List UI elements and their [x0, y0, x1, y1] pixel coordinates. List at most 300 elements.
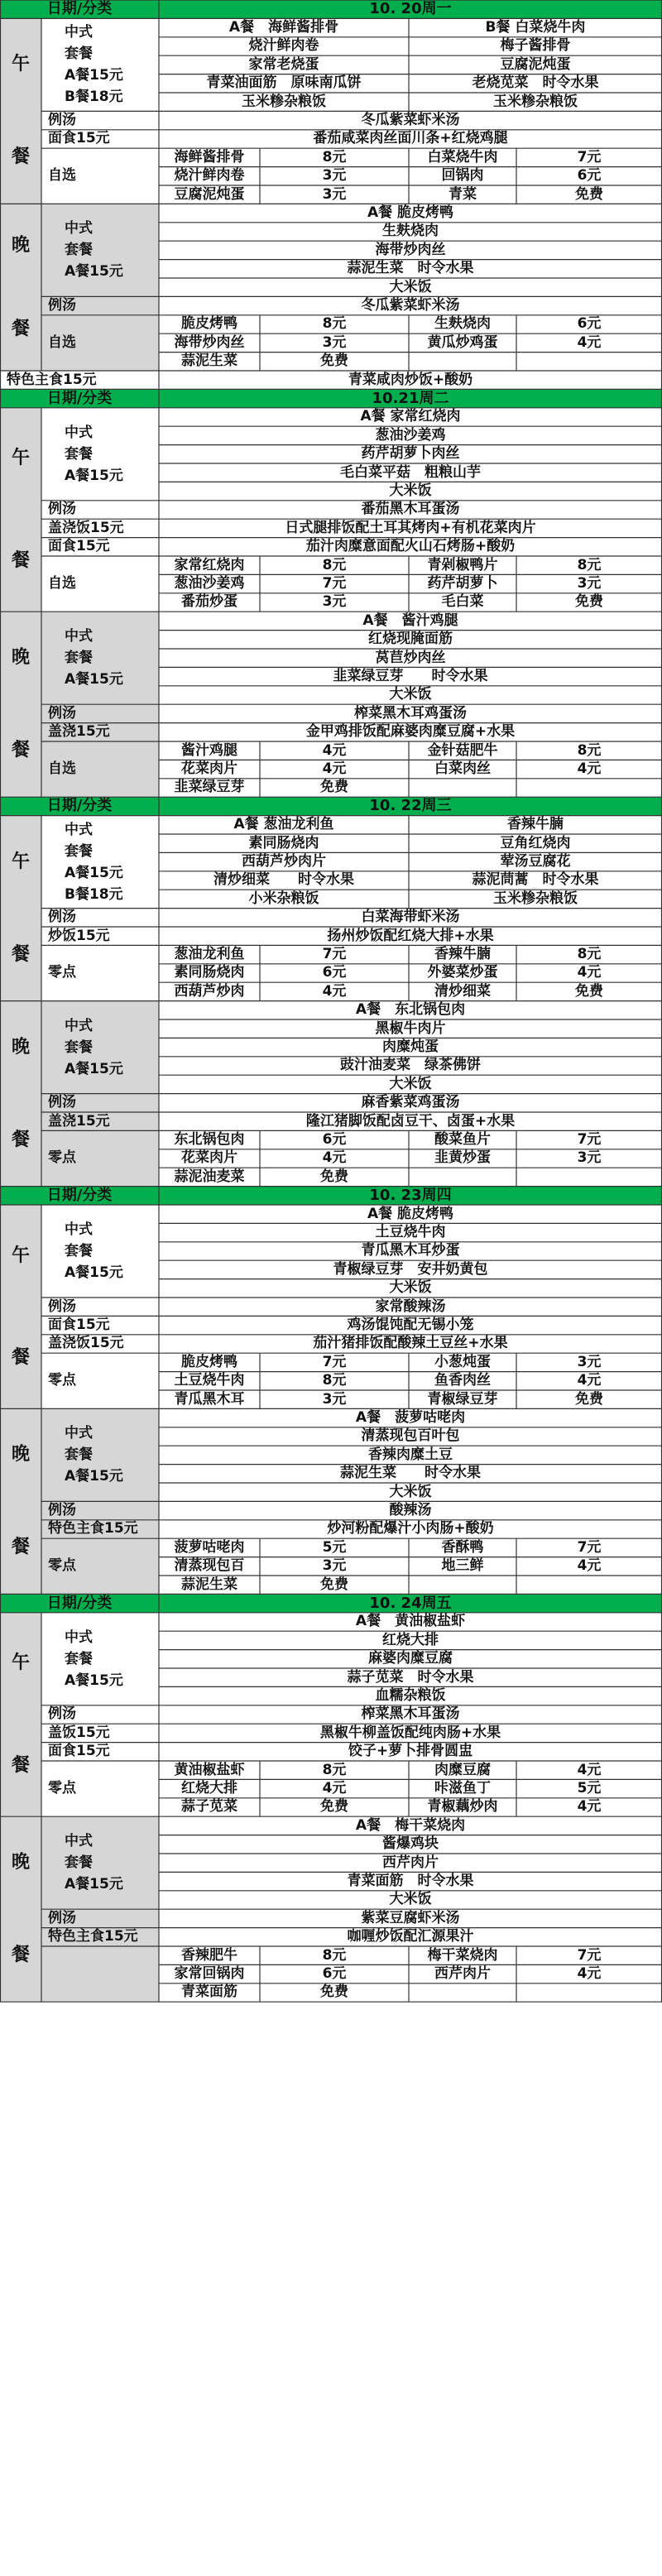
special-value: 白菜海带虾米汤	[361, 909, 460, 926]
special-label: 面食15元	[48, 1317, 110, 1334]
set-dish: 肉糜炖蛋	[382, 1039, 439, 1056]
special-label: 例汤	[48, 1094, 76, 1111]
day-date-header: 10.21周二	[159, 389, 662, 407]
set-meal-label	[41, 1816, 159, 1909]
set-meal-label-line: A餐15元	[65, 1060, 123, 1077]
set-meal-label-line: 套餐	[65, 1650, 93, 1667]
set-dish: 西葫芦炒肉片	[242, 853, 326, 871]
special-value: 鸡汤馄饨配无锡小笼	[347, 1317, 474, 1334]
set-dish: 香辣肉糜土豆	[368, 1446, 453, 1463]
alacarte-price: 4元	[322, 982, 347, 1000]
set-a-title: A餐 家常红烧肉	[360, 408, 461, 425]
alacarte-dish: 花菜肉片	[181, 760, 237, 778]
set-meal-label-line: A餐15元	[65, 1264, 123, 1281]
set-dish: 生麸烧肉	[382, 223, 439, 240]
set-meal-label	[41, 1613, 159, 1705]
alacarte-price: 免费	[320, 1168, 348, 1185]
date-category-header: 日期/分类	[0, 797, 159, 815]
special-value: 榨菜黑木耳鸡蛋汤	[354, 704, 467, 722]
special-label: 例汤	[48, 1298, 76, 1315]
set-meal-label-line: 中式	[65, 1221, 93, 1238]
special-value: 酸辣汤	[389, 1502, 432, 1519]
special-value: 青菜咸肉炒饭+酸奶	[348, 371, 473, 388]
set-dish: 黑椒牛肉片	[375, 1019, 446, 1037]
alacarte-dish: 清蒸现包百	[174, 1557, 245, 1575]
alacarte-dish: 蒜泥生菜	[181, 353, 237, 370]
set-dish: 大米饭	[389, 1483, 432, 1500]
set-dish: 素同肠烧肉	[248, 834, 319, 851]
alacarte-price: 4元	[577, 1798, 602, 1816]
special-label: 特色主食15元	[48, 1520, 138, 1537]
special-label: 例汤	[48, 112, 76, 129]
alacarte-price: 8元	[322, 315, 347, 333]
alacarte-price: 3元	[322, 593, 347, 611]
special-label: 面食15元	[48, 538, 110, 555]
alacarte-dish: 烧汁鲜肉卷	[174, 167, 245, 185]
alacarte-price: 7元	[322, 575, 347, 592]
set-a-title: A餐 东北锅包肉	[355, 1001, 466, 1019]
alacarte-price: 8元	[322, 1761, 347, 1778]
alacarte-price: 7元	[577, 1946, 602, 1964]
set-dish: 豉汁油麦菜 绿茶佛饼	[340, 1057, 481, 1074]
special-label: 例汤	[48, 1909, 76, 1926]
set-dish: 海带炒肉丝	[375, 241, 446, 258]
alacarte-dish: 小葱炖蛋	[434, 1353, 491, 1370]
alacarte-price: 免费	[320, 1984, 348, 2001]
date-category-header: 日期/分类	[0, 389, 159, 407]
set-meal-label-line: A餐15元	[65, 1468, 123, 1485]
set-meal-label-line: 中式	[65, 220, 93, 237]
alacarte-dish: 花菜肉片	[181, 1149, 237, 1167]
date-category-header: 日期/分类	[0, 1187, 159, 1205]
set-dish: 大米饭	[389, 1075, 432, 1092]
set-dish: 土豆烧牛肉	[375, 1224, 446, 1241]
meal-label-char: 餐	[11, 549, 30, 571]
lunch-meal-label	[0, 1205, 41, 1408]
day-date-header: 10. 23周四	[159, 1187, 662, 1205]
set-meal-label-line: A餐15元	[65, 263, 123, 281]
set-meal-label	[41, 408, 159, 501]
alacarte-label: 自选	[48, 760, 76, 778]
special-value: 扬州炒饭配红烧大排+水果	[327, 927, 494, 944]
alacarte-price: 6元	[322, 964, 347, 981]
alacarte-price: 3元	[322, 185, 347, 203]
alacarte-price: 8元	[577, 741, 602, 759]
alacarte-dish: 香辣肥牛	[181, 1946, 237, 1964]
alacarte-price: 3元	[322, 167, 347, 185]
alacarte-price: 4元	[322, 1780, 347, 1797]
set-a-title: A餐 酱汁鸡腿	[362, 612, 458, 629]
meal-label-char: 午	[11, 54, 30, 75]
set-dish: 梅子酱排骨	[500, 37, 571, 55]
set-dish: 大米饭	[389, 1891, 432, 1908]
date-category-header: 日期/分类	[0, 0, 159, 18]
set-dish: 青菜面筋 时令水果	[347, 1873, 474, 1890]
date-category-header: 日期/分类	[0, 1594, 159, 1612]
alacarte-dish: 蒜泥油麦菜	[174, 1168, 245, 1185]
set-meal-label	[41, 1408, 159, 1501]
set-meal-label-line: 中式	[65, 628, 93, 645]
special-value: 隆江猪脚饭配卤豆干、卤蛋+水果	[305, 1112, 516, 1130]
set-meal-label-line: A餐15元	[65, 1876, 123, 1893]
alacarte-price: 免费	[575, 593, 603, 611]
alacarte-dish: 青剁椒鸭片	[427, 556, 498, 573]
alacarte-label: 自选	[48, 167, 76, 185]
alacarte-dish: 鱼香肉丝	[434, 1372, 491, 1389]
set-meal-label-line: B餐18元	[65, 89, 123, 106]
meal-label-char: 午	[11, 1653, 30, 1674]
alacarte-dish: 酸菜鱼片	[434, 1131, 491, 1149]
set-dish: 血糯杂粮饭	[375, 1687, 446, 1705]
set-meal-label-line: 中式	[65, 24, 93, 41]
special-value: 番茄咸菜肉丝面川条+红烧鸡腿	[313, 130, 508, 147]
meal-label-char: 晚	[11, 234, 30, 256]
set-dish: 西芹肉片	[382, 1854, 439, 1871]
special-value: 咖喱炒饭配汇源果汁	[347, 1928, 474, 1945]
special-value: 日式腿排饭配土耳其烤肉+有机花菜肉片	[285, 519, 536, 536]
alacarte-price: 7元	[577, 1538, 602, 1556]
day-date-header: 10. 22周三	[159, 797, 662, 815]
set-dish: 荤汤豆腐花	[500, 853, 571, 871]
set-dish: 青瓜黑木耳炒蛋	[361, 1242, 460, 1259]
alacarte-dish: 酱汁鸡腿	[181, 741, 237, 759]
alacarte-dish: 红烧大排	[181, 1780, 237, 1797]
alacarte-price: 3元	[577, 575, 602, 592]
special-label: 盖饭15元	[48, 1724, 110, 1741]
special-value: 紫菜豆腐虾米汤	[361, 1909, 460, 1926]
set-meal-label-line: A餐15元	[65, 1672, 123, 1689]
alacarte-dish: 菠萝咕咾肉	[174, 1538, 245, 1556]
set-dish: 麻婆肉糜豆腐	[368, 1650, 453, 1667]
alacarte-dish: 青瓜黑木耳	[174, 1390, 245, 1408]
set-meal-label-line: 中式	[65, 1629, 93, 1646]
set-dish: 清炒细菜 时令水果	[213, 871, 354, 889]
alacarte-dish: 生麸烧肉	[434, 315, 491, 333]
set-meal-label-line: 套餐	[65, 445, 93, 463]
alacarte-label: 零点	[48, 1372, 76, 1389]
alacarte-price: 7元	[322, 1353, 347, 1370]
alacarte-dish: 青椒绿豆芽	[427, 1390, 498, 1408]
alacarte-price: 免费	[320, 353, 348, 370]
alacarte-price: 4元	[577, 1761, 602, 1778]
meal-label-char: 午	[11, 1245, 30, 1266]
alacarte-dish: 清炒细菜	[434, 982, 491, 1000]
special-value: 金甲鸡排饭配麻婆肉糜豆腐+水果	[305, 723, 516, 741]
set-dish: 豆腐泥炖蛋	[500, 55, 571, 73]
special-value: 炒河粉配爆汁小肉肠+酸奶	[327, 1520, 494, 1537]
special-label: 例汤	[48, 1502, 76, 1519]
alacarte-label: 零点	[48, 1149, 76, 1167]
alacarte-dish: 蒜泥生菜	[181, 1576, 237, 1593]
alacarte-label: 自选	[48, 333, 76, 351]
meal-label-char: 餐	[11, 1346, 30, 1368]
set-meal-label-line: A餐15元	[65, 864, 123, 881]
set-meal-label-line: 中式	[65, 1833, 93, 1850]
special-label: 例汤	[48, 704, 76, 722]
alacarte-dish: 外婆菜炒蛋	[427, 964, 498, 981]
alacarte-dish: 香酥鸭	[441, 1538, 484, 1556]
alacarte-price: 8元	[577, 556, 602, 573]
special-label: 例汤	[48, 909, 76, 926]
meal-label-char: 餐	[11, 943, 30, 965]
alacarte-price: 4元	[322, 741, 347, 759]
set-dish: 药芹胡萝卜肉丝	[361, 445, 460, 463]
lunch-meal-label	[0, 408, 41, 612]
set-dish: 蒜泥生菜 时令水果	[347, 260, 474, 277]
alacarte-price: 3元	[577, 1353, 602, 1370]
alacarte-dish: 素同肠烧肉	[174, 964, 245, 981]
set-dish: 大米饭	[389, 686, 432, 703]
special-label: 特色主食15元	[48, 1928, 138, 1945]
meal-label-char: 餐	[11, 1537, 30, 1558]
meal-label-char: 餐	[11, 146, 30, 168]
special-value: 家常酸辣汤	[375, 1298, 446, 1315]
set-dish: 老烧苋菜 时令水果	[472, 74, 599, 92]
alacarte-price: 免费	[320, 1576, 348, 1593]
dinner-meal-label	[0, 204, 41, 371]
alacarte-price: 3元	[322, 1390, 347, 1408]
alacarte-dish: 家常红烧肉	[174, 556, 245, 573]
alacarte-price: 8元	[322, 1946, 347, 1964]
alacarte-dish: 咔滋鱼丁	[434, 1780, 491, 1797]
alacarte-dish: 青菜	[449, 185, 477, 203]
alacarte-dish: 香辣牛腩	[434, 946, 491, 963]
alacarte-dish: 回锅肉	[441, 167, 484, 185]
alacarte-dish: 白菜肉丝	[434, 760, 491, 778]
set-dish: 大米饭	[389, 278, 432, 295]
set-a-title: A餐 脆皮烤鸭	[367, 1205, 454, 1222]
alacarte-dish: 韭黄炒蛋	[434, 1149, 491, 1167]
set-meal-label-line: 套餐	[65, 1854, 93, 1872]
set-b-title: B餐 白菜烧牛肉	[485, 19, 586, 36]
set-meal-label-line: B餐18元	[65, 885, 123, 903]
set-dish: 玉米糁杂粮饭	[493, 93, 578, 110]
special-label: 例汤	[48, 501, 76, 518]
special-value: 冬瓜紫菜虾米汤	[361, 112, 460, 129]
set-dish: 酱爆鸡块	[382, 1835, 439, 1853]
set-dish: 蒜泥茼蒿 时令水果	[472, 871, 599, 889]
set-meal-label-line: A餐15元	[65, 67, 123, 84]
dinner-meal-label	[0, 612, 41, 797]
special-label: 盖浇15元	[48, 1112, 110, 1130]
alacarte-price: 3元	[322, 333, 347, 351]
set-a-title: A餐 梅干菜烧肉	[355, 1816, 466, 1834]
alacarte-price: 4元	[577, 1965, 602, 1983]
alacarte-price: 4元	[577, 333, 602, 351]
special-label: 盖浇饭15元	[48, 1335, 124, 1352]
special-value: 茄汁猪排饭配酸辣土豆丝+水果	[313, 1335, 508, 1352]
alacarte-price: 免费	[575, 185, 603, 203]
alacarte-dish: 白菜烧牛肉	[427, 148, 498, 165]
lunch-meal-label	[0, 18, 41, 204]
set-meal-label-line: 套餐	[65, 842, 93, 860]
meal-label-char: 晚	[11, 1852, 30, 1873]
set-meal-label-line: 中式	[65, 821, 93, 838]
alacarte-dish: 梅干菜烧肉	[427, 1946, 498, 1964]
alacarte-price: 4元	[322, 760, 347, 778]
meal-label-char: 餐	[11, 1754, 30, 1776]
dinner-meal-label	[0, 1816, 41, 2002]
alacarte-dish: 土豆烧牛肉	[174, 1372, 245, 1389]
set-dish: 清蒸现包百叶包	[361, 1427, 460, 1445]
set-dish: 青菜油面筋 原味南瓜饼	[206, 74, 362, 92]
day-date-header: 10. 24周五	[159, 1594, 662, 1612]
alacarte-dish: 番茄炒蛋	[181, 593, 237, 611]
set-meal-label-line: 中式	[65, 1425, 93, 1442]
set-meal-label-line: 套餐	[65, 46, 93, 63]
alacarte-dish: 黄瓜炒鸡蛋	[427, 333, 498, 351]
set-meal-label-line: 套餐	[65, 1039, 93, 1056]
meal-label-char: 餐	[11, 1945, 30, 1966]
alacarte-dish: 肉糜豆腐	[434, 1761, 491, 1778]
set-dish: 烧汁鲜肉卷	[248, 37, 319, 55]
alacarte-price: 7元	[577, 1131, 602, 1149]
meal-label-char: 餐	[11, 740, 30, 761]
set-dish: 红烧现腌面筋	[368, 631, 453, 648]
set-dish: 大米饭	[389, 1279, 432, 1297]
set-dish: 小米杂粮饭	[248, 890, 319, 907]
alacarte-dish: 葱油沙姜鸡	[174, 575, 245, 592]
alacarte-price: 8元	[322, 148, 347, 165]
set-dish: 青椒绿豆芽 安井奶黄包	[333, 1260, 488, 1278]
special-label: 例汤	[48, 297, 76, 314]
set-dish: 蒜泥生菜 时令水果	[340, 1465, 481, 1482]
alacarte-price: 4元	[577, 964, 602, 981]
special-label: 面食15元	[48, 130, 110, 147]
set-meal-label	[41, 1001, 159, 1094]
alacarte-price: 6元	[577, 167, 602, 185]
alacarte-price: 4元	[322, 1149, 347, 1167]
meal-label-char: 晚	[11, 647, 30, 669]
special-label: 盖浇饭15元	[48, 519, 124, 536]
alacarte-price: 7元	[322, 946, 347, 963]
meal-label-char: 餐	[11, 318, 30, 339]
meal-label-char: 晚	[11, 1444, 30, 1465]
special-value: 榨菜黑木耳蛋汤	[361, 1705, 460, 1723]
alacarte-dish: 海带炒肉丝	[174, 333, 245, 351]
alacarte-price: 8元	[322, 556, 347, 573]
alacarte-price: 5元	[577, 1780, 602, 1797]
set-dish: 红烧大排	[382, 1631, 439, 1648]
alacarte-dish: 毛白菜	[441, 593, 484, 611]
special-label: 盖浇15元	[48, 723, 110, 741]
set-meal-label-line: A餐15元	[65, 671, 123, 688]
alacarte-dish: 金针菇肥牛	[427, 741, 498, 759]
dinner-meal-label	[0, 1408, 41, 1594]
meal-label-char: 晚	[11, 1036, 30, 1058]
alacarte-dish: 药芹胡萝卜	[427, 575, 498, 592]
alacarte-label: 自选	[48, 575, 76, 592]
set-dish: 玉米糁杂粮饭	[242, 93, 326, 110]
alacarte-price: 3元	[322, 1557, 347, 1575]
alacarte-dish: 黄油椒盐虾	[174, 1761, 245, 1778]
set-dish: 家常老烧蛋	[248, 55, 319, 73]
alacarte-price: 4元	[577, 1372, 602, 1389]
special-label: 特色主食15元	[7, 371, 97, 388]
alacarte-dish: 青菜面筋	[181, 1984, 237, 2001]
alacarte-dish: 韭菜绿豆芽	[174, 779, 245, 796]
alacarte-dish: 海鲜酱排骨	[174, 148, 245, 165]
alacarte-price: 6元	[577, 315, 602, 333]
set-meal-label	[41, 816, 159, 909]
meal-label-char: 餐	[11, 1129, 30, 1150]
special-value: 茄汁肉糜意面配火山石烤肠+酸奶	[305, 538, 516, 555]
alacarte-dish: 蒜子苋菜	[181, 1798, 237, 1816]
set-a-title: A餐 黄油椒盐虾	[355, 1613, 466, 1630]
alacarte-price: 免费	[320, 779, 348, 796]
alacarte-dish: 青椒藕炒肉	[427, 1798, 498, 1816]
special-label: 面食15元	[48, 1743, 110, 1760]
set-meal-label	[41, 18, 159, 111]
alacarte-price: 6元	[322, 1131, 347, 1149]
set-dish: 大米饭	[389, 482, 432, 500]
alacarte-dish: 东北锅包肉	[174, 1131, 245, 1149]
day-date-header: 10. 20周一	[159, 0, 662, 18]
set-meal-label-line: A餐15元	[65, 467, 123, 484]
set-meal-label-line: 套餐	[65, 1446, 93, 1464]
set-a-title: A餐 海鲜酱排骨	[228, 19, 339, 36]
set-dish: 毛白菜平菇 粗粮山芋	[340, 463, 481, 481]
set-a-title: A餐 脆皮烤鸭	[367, 204, 454, 222]
special-value: 番茄黑木耳蛋汤	[361, 501, 460, 518]
set-meal-label	[41, 204, 159, 296]
alacarte-dish: 脆皮烤鸭	[181, 315, 237, 333]
lunch-meal-label	[0, 1613, 41, 1816]
set-meal-label-line: 中式	[65, 1017, 93, 1034]
special-value: 冬瓜紫菜虾米汤	[361, 297, 460, 314]
special-label: 例汤	[48, 1705, 76, 1723]
alacarte-price: 免费	[320, 1798, 348, 1816]
set-dish: 蒜子苋菜 时令水果	[347, 1668, 474, 1686]
alacarte-dish: 脆皮烤鸭	[181, 1353, 237, 1370]
set-a-title: A餐 葱油龙利鱼	[233, 816, 334, 833]
alacarte-label: 零点	[48, 1780, 76, 1797]
alacarte-price: 6元	[322, 1965, 347, 1983]
alacarte-price: 5元	[322, 1538, 347, 1556]
alacarte-dish: 家常回锅肉	[174, 1965, 245, 1983]
special-value: 黑椒牛柳盖饭配纯肉肠+水果	[319, 1724, 501, 1741]
set-a-title: A餐 菠萝咕咾肉	[355, 1409, 466, 1427]
set-dish: 韭菜绿豆芽 时令水果	[333, 668, 488, 685]
set-meal-label-line: 套餐	[65, 650, 93, 667]
dinner-meal-label	[0, 1001, 41, 1187]
lunch-meal-label	[0, 816, 41, 1001]
alacarte-price: 4元	[577, 1557, 602, 1575]
alacarte-price: 免费	[575, 982, 603, 1000]
set-meal-label-line: 中式	[65, 424, 93, 441]
alacarte-price: 3元	[577, 1149, 602, 1167]
set-b-title: 香辣牛腩	[507, 816, 564, 833]
special-label: 炒饭15元	[48, 927, 110, 944]
alacarte-dish: 地三鲜	[441, 1557, 484, 1575]
set-meal-label	[41, 1205, 159, 1298]
alacarte-price: 8元	[577, 946, 602, 963]
alacarte-label: 零点	[48, 964, 76, 981]
alacarte-dish: 葱油龙利鱼	[174, 946, 245, 963]
special-value: 饺子+萝卜排骨圆盅	[348, 1743, 473, 1760]
meal-label-char: 午	[11, 448, 30, 469]
alacarte-dish: 西芹肉片	[434, 1965, 491, 1983]
alacarte-price: 免费	[575, 1390, 603, 1408]
alacarte-label: 零点	[48, 1557, 76, 1575]
meal-label-char: 午	[11, 851, 30, 872]
alacarte-price: 4元	[577, 760, 602, 778]
set-dish: 莴苣炒肉丝	[375, 649, 446, 666]
set-meal-label	[41, 612, 159, 704]
alacarte-dish: 西葫芦炒肉	[174, 982, 245, 1000]
set-dish: 豆角红烧肉	[500, 834, 571, 851]
alacarte-price: 8元	[322, 1372, 347, 1389]
